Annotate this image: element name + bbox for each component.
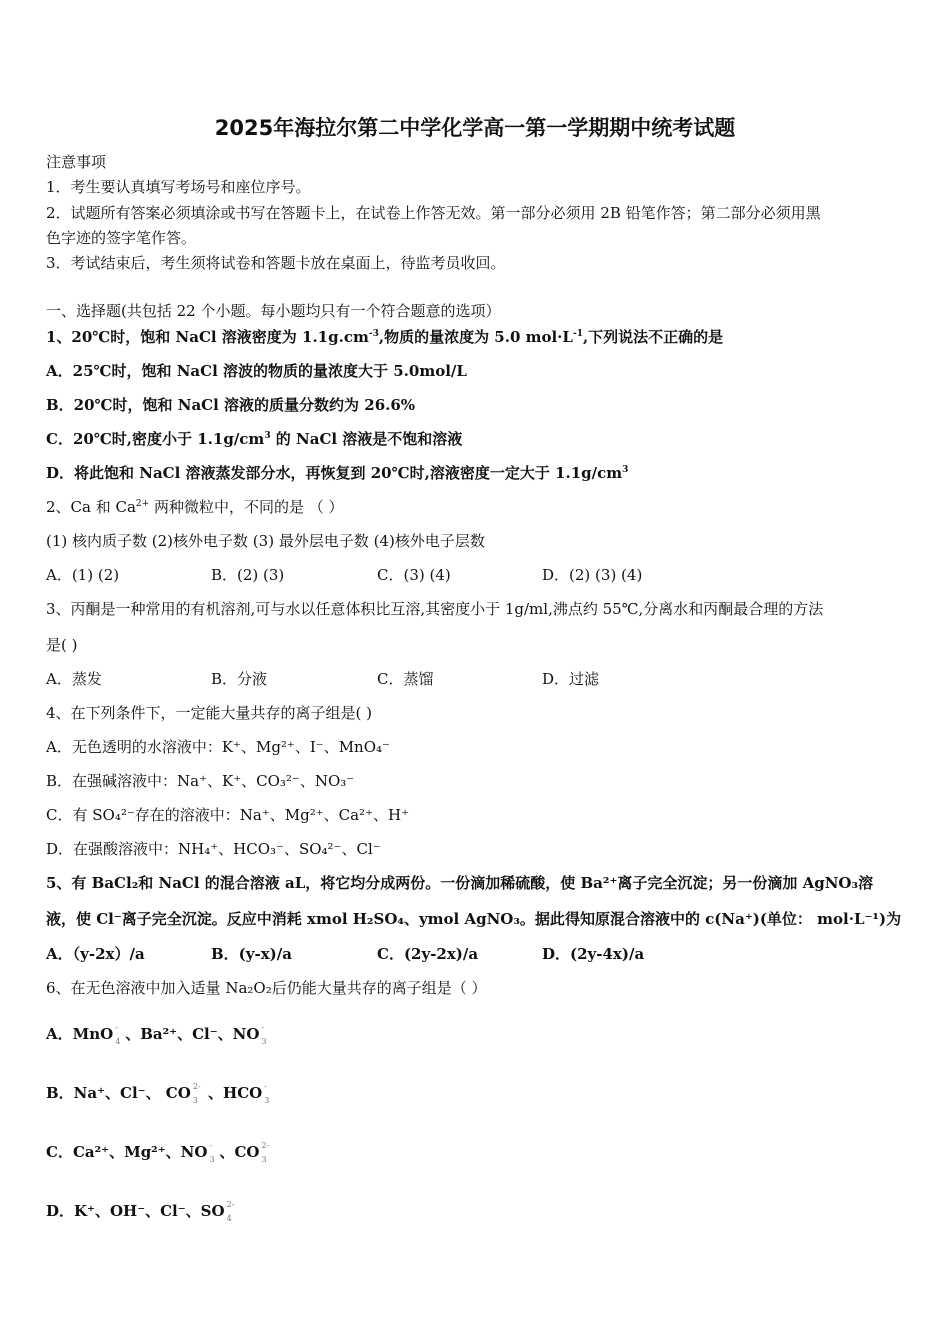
q4-option-c: C．有 SO₄²⁻存在的溶液中：Na⁺、Mg²⁺、Ca²⁺、H⁺ <box>46 806 409 824</box>
q5-option-c: C．(2y-2x)/a <box>377 945 479 963</box>
q5-option-a: A．（y-2x）/a <box>46 945 145 963</box>
q3-stem-line2: 是( ) <box>46 636 78 654</box>
q1-stem: 1、20℃时，饱和 NaCl 溶液密度为 $1.1g.cm^{-3}$,物质的量浓度为 5.0 $mol\cdot L^{-1}$,下列说法不正确的是 <box>46 328 724 346</box>
q5-option-b: B．(y-x)/a <box>211 945 292 963</box>
q4-option-a: A．无色透明的水溶液中：K⁺、Mg²⁺、I⁻、MnO₄⁻ <box>46 738 390 756</box>
q2-items: (1) 核内质子数 (2)核外电子数 (3) 最外层电子数 (4)核外电子层数 <box>46 532 485 550</box>
q2-option-c: C．(3) (4) <box>377 566 451 584</box>
q1-option-a: A．25℃时，饱和 NaCl 溶波的物质的量浓度大于 5.0mol/L <box>46 362 467 380</box>
q2-option-d: D．(2) (3) (4) <box>542 566 643 584</box>
notice-item-2-cont: 色字迹的签字笔作答。 <box>46 229 197 247</box>
q3-option-a: A．蒸发 <box>46 670 102 688</box>
q3-stem-line1: 3、丙酮是一种常用的有机溶剂,可与水以任意体积比互溶,其密度小于 1g/ml,沸点约 55℃,分离水和丙酮最合理的方法 <box>46 600 824 618</box>
q4-stem: 4、在下列条件下，一定能大量共存的离子组是( ) <box>46 704 373 722</box>
q5-option-d: D．(2y-4x)/a <box>542 945 645 963</box>
notice-item-3: 3．考试结束后，考生须将试卷和答题卡放在桌面上，待监考员收回。 <box>46 254 506 272</box>
q6-option-c: C．Ca²⁺、Mg²⁺、NO - 3 、CO 2- 3 <box>46 1141 270 1164</box>
q1-option-d: D．将此饱和 NaCl 溶液蒸发部分水，再恢复到 20℃时,溶液密度一定大于 $1.1g/cm^3$ <box>46 464 629 482</box>
q3-option-c: C．蒸馏 <box>377 670 434 688</box>
notice-item-2: 2．试题所有答案必须填涂或书写在答题卡上，在试卷上作答无效。第一部分必须用 2B 铅笔作答；第二部分必须用黑 <box>46 204 821 222</box>
page-title: 2025年海拉尔第二中学化学高一第一学期期中统考试题 <box>214 116 736 140</box>
q5-stem-line2: 液，使 Cl⁻离子完全沉淀。反应中消耗 xmol H₂SO₄、ymol AgNO₃。据此得知原混合溶液中的 c(Na⁺)(单位： mol·L⁻¹)为 <box>46 910 902 928</box>
q1-option-b: B．20℃时，饱和 NaCl 溶液的质量分数约为 26.6% <box>46 396 416 414</box>
q2-stem: 2、Ca 和 $Ca^{2+}$ 两种微粒中，不同的是 （ ） <box>46 498 344 516</box>
q3-option-d: D．过滤 <box>542 670 600 688</box>
q3-option-b: B．分液 <box>211 670 268 688</box>
q2-option-a: A．(1) (2) <box>46 566 120 584</box>
section-heading: 一、选择题(共包括 22 个小题。每小题均只有一个符合题意的选项） <box>46 302 501 320</box>
q4-option-b: B．在强碱溶液中：Na⁺、K⁺、CO₃²⁻、NO₃⁻ <box>46 772 355 790</box>
q6-option-d: D．K⁺、OH⁻、Cl⁻、SO 2- 4 <box>46 1200 235 1223</box>
q5-stem-line1: 5、有 BaCl₂和 NaCl 的混合溶液 aL，将它均分成两份。一份滴加稀硫酸，使 Ba²⁺离子完全沉淀；另一份滴加 AgNO₃溶 <box>46 874 874 892</box>
q1-option-c: C．20℃时,密度小于 $1.1g/cm^3$ 的 NaCl 溶液是不饱和溶液 <box>46 430 463 448</box>
notice-heading: 注意事项 <box>46 153 107 171</box>
q6-option-b: B．Na⁺、Cl⁻、 CO 2- 3 、HCO - 3 <box>46 1082 270 1105</box>
q6-option-a: A．MnO - 4 、Ba²⁺、Cl⁻、NO - 3 <box>46 1023 267 1046</box>
q6-stem: 6、在无色溶液中加入适量 Na₂O₂后仍能大量共存的离子组是（ ） <box>46 979 487 997</box>
notice-item-1: 1．考生要认真填写考场号和座位序号。 <box>46 178 311 196</box>
q4-option-d: D．在强酸溶液中：NH₄⁺、HCO₃⁻、SO₄²⁻、Cl⁻ <box>46 840 381 858</box>
q2-option-b: B．(2) (3) <box>211 566 285 584</box>
